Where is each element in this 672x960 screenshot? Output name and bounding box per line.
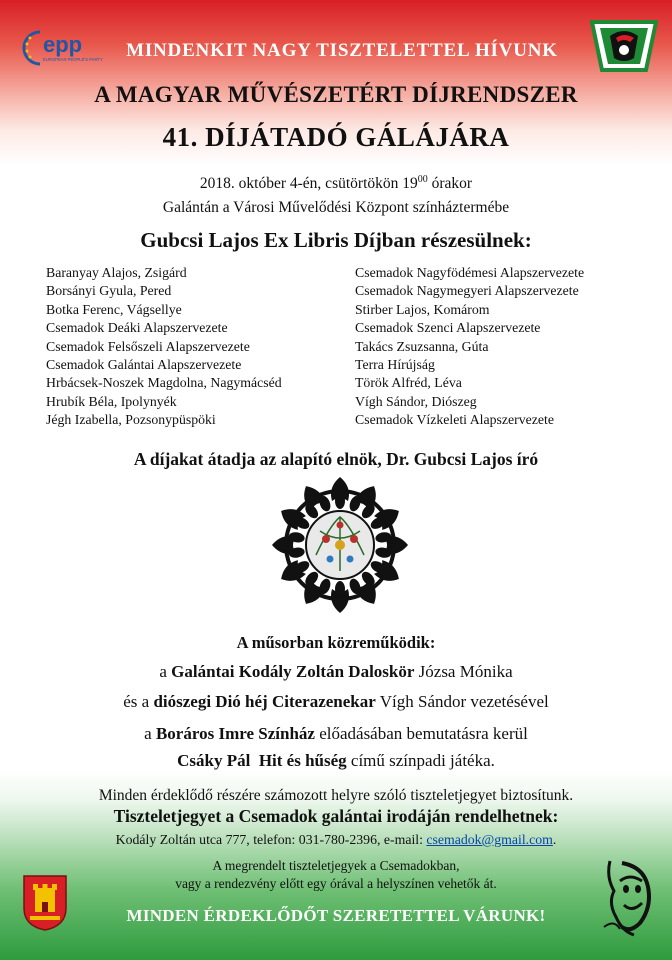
program-line-3-post: előadásában bemutatásra kerül bbox=[314, 724, 528, 743]
ex-libris-ornament-icon bbox=[270, 475, 410, 615]
awardee-item: Botka Ferenc, Vágsellye bbox=[46, 301, 182, 317]
awardee-item: Csemadok Felsőszeli Alapszervezete bbox=[46, 338, 250, 354]
program-performer-theatre: Boráros Imre Színház bbox=[155, 724, 315, 743]
theatre-mask-icon bbox=[600, 857, 658, 937]
csemadok-logo-icon bbox=[590, 18, 658, 74]
awards-heading: Gubcsi Lajos Ex Libris Díjban részesülnek: bbox=[140, 228, 532, 252]
invite-headline: MINDENKIT NAGY TISZTELETTEL HÍVUNK bbox=[126, 40, 558, 61]
awardee-item: Hrubík Béla, Ipolynyék bbox=[46, 393, 177, 409]
awardee-item: Csemadok Nagymegyeri Alapszervezete bbox=[355, 283, 579, 299]
event-title-line2: 41. DÍJÁTADÓ GÁLÁJÁRA bbox=[162, 122, 510, 152]
awardee-item: Baranyay Alajos, Zsigárd bbox=[46, 265, 187, 280]
program-line-1-post: Józsa Mónika bbox=[414, 662, 513, 681]
awardee-item: Csemadok Szenci Alapszervezete bbox=[355, 320, 541, 336]
awardees-left-column bbox=[46, 264, 346, 430]
program-line-4-gap bbox=[250, 751, 259, 770]
event-date-minutes: 00 bbox=[417, 174, 428, 185]
closing-headline: MINDEN ÉRDEKLŐDŐT SZERETETTEL VÁRUNK! bbox=[126, 906, 546, 925]
awardee-item: Borsányi Gyula, Pered bbox=[46, 283, 172, 299]
awardee-item: Stirber Lajos, Komárom bbox=[355, 301, 490, 317]
program-line-4-post: című színpadi játéka. bbox=[346, 751, 495, 770]
program-heading: A műsorban közreműködik: bbox=[236, 633, 436, 652]
awardee-item: Hrbácsek-Noszek Magdolna, Nagymácséd bbox=[46, 375, 282, 391]
ticket-note-line1: A megrendelt tiszteletjegyek a Csemadokban, bbox=[212, 858, 460, 873]
program-author: Csáky Pál bbox=[177, 751, 251, 770]
event-date bbox=[0, 174, 672, 193]
awardee-item: Vígh Sándor, Diószeg bbox=[355, 393, 477, 409]
awardee-item: Jégh Izabella, Pozsonypüspöki bbox=[46, 412, 216, 428]
program-line-3 bbox=[0, 724, 672, 744]
awardee-item: Csemadok Deáki Alapszervezete bbox=[46, 320, 228, 336]
presenter-line: A díjakat átadja az alapító elnök, Dr. Gubcsi Lajos író bbox=[133, 449, 539, 469]
ticket-invite-text: Minden érdeklődő részére számozott helyre szóló tiszteletjegyet biztosítunk. bbox=[98, 787, 574, 804]
event-date-main: 2018. október 4-én, csütörtökön 19 bbox=[199, 175, 418, 193]
awardees-right-column bbox=[355, 264, 655, 430]
program-line-1 bbox=[0, 662, 672, 682]
program-line-1-pre: a bbox=[159, 662, 172, 681]
program-line-2-pre: és a bbox=[123, 692, 154, 711]
program-performer-choir: Galántai Kodály Zoltán Daloskör bbox=[171, 662, 415, 681]
contact-end: . bbox=[552, 832, 557, 847]
ticket-note-line2: vagy a rendezvény előtt egy órával a helyszínen vehetők át. bbox=[175, 876, 497, 891]
program-line-3-pre: a bbox=[144, 724, 156, 743]
event-venue: Galántán a Városi Művelődési Központ színháztermébe bbox=[162, 199, 510, 216]
event-title-line1: A MAGYAR MŰVÉSZETÉRT DÍJRENDSZER bbox=[94, 82, 578, 107]
epp-logo-icon bbox=[18, 28, 110, 68]
program-line-2 bbox=[0, 692, 672, 712]
email-link[interactable]: csemadok@gmail.com bbox=[426, 832, 553, 847]
program-line-4 bbox=[0, 751, 672, 771]
event-date-suffix: órakor bbox=[427, 175, 473, 193]
awardee-item: Takács Zsuzsanna, Gúta bbox=[355, 338, 489, 354]
epp-logo-text: epp bbox=[43, 32, 83, 57]
awardee-item: Terra Hírújság bbox=[355, 357, 435, 373]
contact-address: Kodály Zoltán utca 777, telefon: 031-780-2396, e-mail: bbox=[115, 832, 427, 847]
program-play-title: Hit és hűség bbox=[258, 751, 347, 770]
awardee-item: Csemadok Vízkeleti Alapszervezete bbox=[355, 412, 554, 428]
contact-line bbox=[0, 832, 672, 848]
program-line-2-post: Vígh Sándor vezetésével bbox=[375, 692, 549, 711]
awardee-item: Csemadok Galántai Alapszervezete bbox=[46, 357, 242, 373]
program-performer-zither: diószegi Dió héj Citerazenekar bbox=[153, 692, 376, 711]
tickets-heading: Tiszteletjegyet a Csemadok galántai irodáján rendelhetnek: bbox=[113, 806, 559, 826]
awardee-item: Csemadok Nagyfödémesi Alapszervezete bbox=[355, 265, 585, 280]
awardee-item: Török Alfréd, Léva bbox=[355, 375, 462, 391]
epp-logo-subtext: EUROPEAN PEOPLE'S PARTY bbox=[43, 57, 103, 62]
